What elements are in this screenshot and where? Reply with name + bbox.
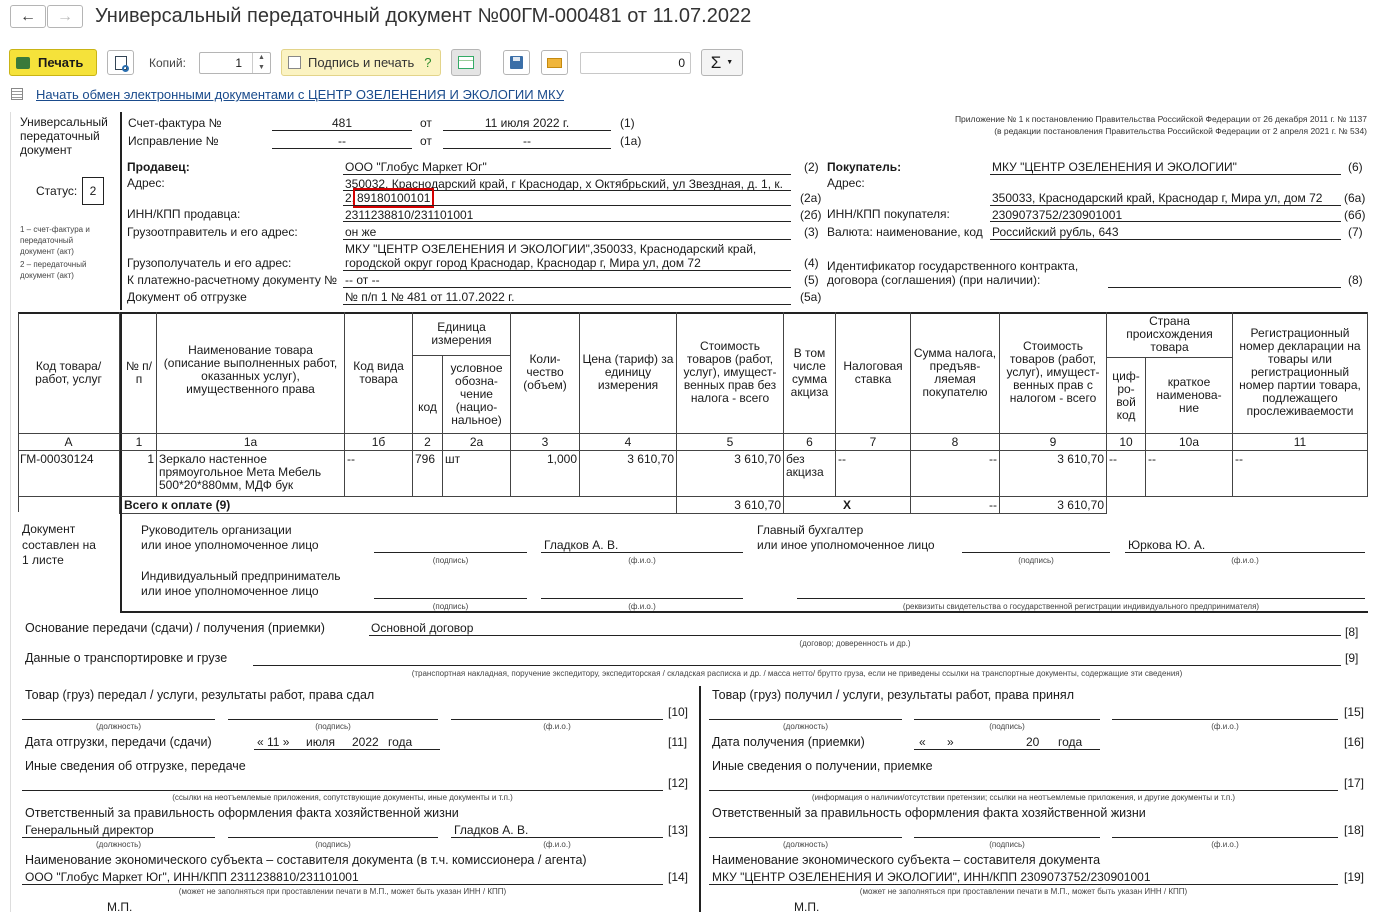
seller-addr-line2a: 2, — [345, 191, 356, 205]
col-id-5: 5 — [677, 434, 784, 451]
mp-right: М.П. — [794, 900, 820, 914]
table-row-code: ГМ-00030124 — [18, 451, 120, 497]
currency-label: Валюта: наименование, код — [827, 225, 983, 239]
sign-bottom — [120, 611, 1368, 613]
invoice-from-label: от — [420, 116, 432, 130]
col-id-2a: 2а — [443, 434, 511, 451]
copies-label: Копий: — [149, 56, 186, 70]
subj-right-value: МКУ "ЦЕНТР ОЗЕЛЕНЕНИЯ И ЭКОЛОГИИ", ИНН/КПП 2309073752/230901001 — [712, 870, 1151, 884]
save-button[interactable] — [503, 50, 530, 75]
subj-left-cap: (может не заполняться при проставлении печати в М.П., может быть указан ИНН / КПП) — [178, 887, 507, 896]
ship-day: « 11 » — [257, 735, 290, 749]
field-num-b19: [19] — [1344, 870, 1365, 884]
col-id-1a: 1а — [157, 434, 345, 451]
table-row-qty: 1,000 — [511, 451, 580, 497]
invoice-label: Счет-фактура № — [128, 116, 222, 130]
preview-button[interactable] — [107, 50, 134, 75]
ship-year-word: года — [388, 735, 413, 749]
envelope-icon — [547, 58, 562, 68]
contract-label-2: договора (соглашения) (при наличии): — [827, 273, 1041, 287]
edit-mode-button[interactable] — [451, 49, 481, 76]
status-note-5: документ (акт) — [20, 271, 74, 280]
other-recv-label: Иные сведения о получении, приемке — [712, 759, 933, 773]
shipper-label: Грузоотправитель и его адрес: — [127, 225, 298, 239]
currency-value: Российский рубль, 643 — [992, 225, 1119, 239]
table-row-unit-name: шт — [443, 451, 511, 497]
field-num-2b: (2б) — [800, 208, 822, 222]
field-num-b17: [17] — [1344, 776, 1365, 790]
recv-day-close: » — [947, 735, 954, 749]
sign-print-toggle[interactable] — [281, 49, 441, 76]
resp-left-pos: Генеральный директор — [25, 823, 154, 837]
floppy-disk-icon — [510, 56, 523, 69]
col-id-2: 2 — [413, 434, 443, 451]
inn-buyer: 2309073752/230901001 — [992, 208, 1123, 222]
ip-label-1: Индивидуальный предприниматель — [141, 569, 341, 583]
table-row-kind: -- — [345, 451, 413, 497]
recv-year: 20 — [1026, 735, 1040, 749]
arrow-right-icon: → — [57, 7, 73, 25]
field-num-b16: [16] — [1344, 735, 1365, 749]
col-id-11: 11 — [1233, 434, 1368, 451]
col-id-a: А — [18, 434, 120, 451]
field-num-5a: (5а) — [800, 290, 822, 304]
appendix-note-1: Приложение № 1 к постановлению Правительства Российской Федерации от 26 декабря 2011 г. № 1137 — [954, 114, 1367, 124]
field-num-b14: [14] — [668, 870, 689, 884]
field-num-6: (6) — [1348, 160, 1363, 174]
print-label: Печать — [38, 55, 84, 70]
th-price: Цена (тариф) за единицу измерения — [580, 312, 677, 434]
doc-made-2: составлен на — [22, 538, 96, 552]
resp-right-label: Ответственный за правильность оформления факта хозяйственной жизни — [712, 806, 1146, 820]
field-num-8: (8) — [1348, 273, 1363, 287]
sign-print-label: Подпись и печать — [308, 55, 415, 70]
recv-day-open: « — [919, 735, 926, 749]
preview-icon — [115, 56, 127, 70]
ship-month: июля — [306, 735, 335, 749]
correction-from-label: от — [420, 134, 432, 148]
resp-left-label: Ответственный за правильность оформления факта хозяйственной жизни — [25, 806, 459, 820]
th-name: Наименование товара (описание выполненных работ, оказанных услуг), имущественного права — [157, 312, 345, 434]
th-qty: Коли- чество (объем) — [511, 312, 580, 434]
th-unit-code: код — [413, 356, 443, 434]
consignee-line1: МКУ "ЦЕНТР ОЗЕЛЕНЕНИЯ И ЭКОЛОГИИ",350033, Краснодарский край, — [345, 242, 757, 256]
th-kind: Код вида товара — [345, 312, 413, 434]
buyer-label: Покупатель: — [827, 160, 902, 174]
table-row-declaration: -- — [1233, 451, 1368, 497]
acc-name: Юркова Ю. А. — [1128, 538, 1206, 552]
subj-right-label: Наименование экономического субъекта – составителя документа — [712, 853, 1101, 867]
col-id-10: 10 — [1107, 434, 1146, 451]
gave-sign-cap: (подпись) — [315, 722, 351, 731]
got-pos-cap: (должность) — [783, 722, 828, 731]
acc-sign-cap: (подпись) — [1018, 556, 1054, 565]
th-unit-name: условное обозна- чение (нацио- нальное) — [443, 356, 511, 434]
seller-addr-label: Адрес: — [127, 176, 165, 190]
doc-left-border — [10, 112, 11, 912]
seller-label: Продавец: — [127, 160, 190, 174]
edit-table-icon — [458, 56, 474, 69]
buyer-name: МКУ "ЦЕНТР ОЗЕЛЕНЕНИЯ И ЭКОЛОГИИ" — [992, 160, 1237, 174]
got-sign-cap: (подпись) — [989, 722, 1025, 731]
resp-left-sign-cap: (подпись) — [315, 840, 351, 849]
total-empty-code — [18, 497, 120, 514]
contract-label-1: Идентификатор государственного контракта, — [827, 259, 1079, 273]
ship-year: 2022 — [352, 735, 379, 749]
back-button[interactable] — [10, 5, 46, 28]
field-num-b15: [15] — [1344, 705, 1365, 719]
correction-number: -- — [338, 134, 346, 148]
copies-stepper[interactable]: ▲ ▼ — [252, 53, 270, 73]
field-num-7: (7) — [1348, 225, 1363, 239]
sum-function-button[interactable] — [701, 49, 743, 76]
invoice-number: 481 — [331, 116, 353, 130]
ip-sign-cap: (подпись) — [432, 602, 469, 611]
col-id-4: 4 — [580, 434, 677, 451]
status-label: Статус: — [36, 184, 78, 198]
print-button[interactable] — [9, 49, 97, 76]
total-x: Х — [784, 497, 911, 514]
other-recv-cap: (информация о наличии/отсутствии претензии; ссылки на неотъемлемые приложения, и другие документы и т.п.) — [811, 793, 1236, 802]
basis-label: Основание передачи (сдачи) / получения (приемки) — [25, 621, 325, 635]
got-fio-cap: (ф.и.о.) — [1211, 722, 1239, 731]
status-note-4: 2 – передаточный — [20, 260, 87, 269]
subj-left-value: ООО "Глобус Маркет Юг", ИНН/КПП 2311238810/231101001 — [25, 870, 359, 884]
forward-button[interactable] — [47, 5, 83, 28]
head-fio-cap: (ф.и.о.) — [628, 556, 656, 565]
basis-value: Основной договор — [371, 621, 474, 635]
basis-cap: (договор; доверенность и др.) — [799, 639, 911, 648]
resp-right-pos-cap: (должность) — [783, 840, 828, 849]
th-declaration: Регистрационный номер декларации на товары или регистрационный номер партии товара, подлежащего прослеживаемости — [1233, 312, 1368, 434]
gave-label: Товар (груз) передал / услуги, результаты работ, права сдал — [25, 688, 375, 702]
buyer-addr: 350033, Краснодарский край, Краснодар г, Мира ул, дом 72 — [992, 191, 1323, 205]
total-with-tax: 3 610,70 — [1000, 497, 1107, 514]
gave-fio-cap: (ф.и.о.) — [543, 722, 571, 731]
th-code: Код товара/ работ, услуг — [18, 312, 120, 434]
resp-left-name: Гладков А. В. — [454, 823, 529, 837]
seller-name: ООО "Глобус Маркет Юг" — [345, 160, 487, 174]
transfer-divider — [699, 686, 701, 912]
transport-label: Данные о транспортировке и грузе — [25, 651, 228, 665]
correction-date: -- — [523, 134, 531, 148]
recv-year-word: года — [1058, 735, 1083, 749]
table-row-num: 1 — [120, 451, 157, 497]
sign-divider — [120, 513, 122, 612]
sign-print-checkbox[interactable] — [288, 56, 301, 69]
resp-left-pos-cap: (должность) — [96, 840, 141, 849]
table-row-excise: без акциза — [784, 451, 836, 497]
head-label-1: Руководитель организации — [141, 523, 292, 537]
field-num-3: (3) — [804, 225, 819, 239]
ship-date-label: Дата отгрузки, передачи (сдачи) — [25, 735, 212, 749]
transport-cap: (транспортная накладная, поручение экспедитору, экспедиторская / складская расписка и др. / масса нетто/ брутто груза, если не приведены ссылки на транспортные документы, содержащие эти сведения) — [411, 669, 1183, 678]
field-num-b12: [12] — [668, 776, 689, 790]
status-note-1: 1 – счет-фактура и — [20, 225, 90, 234]
col-id-7: 7 — [836, 434, 911, 451]
doc-type-label-1: Универсальный — [20, 115, 108, 129]
field-num-2a: (2а) — [800, 191, 822, 205]
field-num-b18: [18] — [1344, 823, 1365, 837]
edo-exchange-link[interactable]: Начать обмен электронными документами с ЦЕНТР ОЗЕЛЕНЕНИЯ И ЭКОЛОГИИ МКУ — [36, 87, 564, 102]
table-row-tax-sum: -- — [911, 451, 1000, 497]
field-num-b9: [9] — [1345, 651, 1359, 665]
ip-req-cap: (реквизиты свидетельства о государственной регистрации индивидуального предпринимателя) — [902, 602, 1260, 611]
ip-label-2: или иное уполномоченное лицо — [141, 584, 319, 598]
header-divider — [120, 112, 122, 310]
head-name: Гладков А. В. — [544, 538, 619, 552]
inn-seller: 2311238810/231101001 — [345, 208, 474, 222]
field-num-5: (5) — [804, 273, 819, 287]
subj-right-cap: (может не заполняться при проставлении печати в М.П., может быть указан ИНН / КПП) — [859, 887, 1188, 896]
correction-label: Исправление № — [128, 134, 219, 148]
copies-input[interactable] — [199, 52, 271, 74]
shipdoc-value: № п/п 1 № 481 от 11.07.2022 г. — [345, 290, 515, 304]
other-ship-label: Иные сведения об отгрузке, передаче — [25, 759, 246, 773]
got-label: Товар (груз) получил / услуги, результаты работ, права принял — [712, 688, 1074, 702]
th-num: № п/п — [120, 312, 157, 434]
help-icon[interactable]: ? — [424, 55, 432, 70]
status-note-2: передаточный — [20, 236, 74, 245]
resp-left-fio-cap: (ф.и.о.) — [543, 840, 571, 849]
inn-seller-label: ИНН/КПП продавца: — [127, 207, 241, 221]
th-cost-with-tax: Стоимость товаров (работ, услуг), имущест- венных прав с налогом - всего — [1000, 312, 1107, 434]
total-no-tax: 3 610,70 — [677, 497, 784, 514]
acc-label-2: или иное уполномоченное лицо — [757, 538, 935, 552]
table-row-country-code: -- — [1107, 451, 1146, 497]
field-num-b8: [8] — [1345, 625, 1359, 639]
resp-right-fio-cap: (ф.и.о.) — [1211, 840, 1239, 849]
status-note-3: документ (акт) — [20, 247, 74, 256]
arrow-left-icon: ← — [20, 7, 36, 25]
sum-field[interactable] — [580, 52, 691, 74]
sigma-icon: Σ — [710, 52, 722, 72]
sum-value: 0 — [678, 56, 685, 70]
acc-fio-cap: (ф.и.о.) — [1231, 556, 1259, 565]
head-sign-cap: (подпись) — [432, 556, 469, 565]
field-num-1: (1) — [620, 116, 635, 130]
th-unit: Единица измерения — [413, 312, 511, 356]
payment-label: К платежно-расчетному документу № — [127, 273, 338, 287]
doc-made-1: Документ — [22, 522, 76, 536]
th-country: Страна происхождения товара — [1107, 312, 1233, 358]
col-id-1: 1 — [120, 434, 157, 451]
copies-value: 1 — [235, 56, 242, 70]
table-row-country-name: -- — [1146, 451, 1233, 497]
col-id-9: 9 — [1000, 434, 1107, 451]
table-row-unit-code: 796 — [413, 451, 443, 497]
consignee-line2: городской округ город Краснодар, Краснодар г, Мира ул, дом 72 — [345, 256, 701, 270]
doc-type-label-2: передаточный — [20, 129, 100, 143]
table-row-cost-no-tax: 3 610,70 — [677, 451, 784, 497]
seller-addr-highlight: 89180100101 — [353, 188, 434, 208]
invoice-date: 11 июля 2022 г. — [484, 116, 570, 130]
inn-buyer-label: ИНН/КПП покупателя: — [827, 207, 950, 221]
ip-fio-cap: (ф.и.о.) — [628, 602, 656, 611]
total-tax: -- — [911, 497, 1000, 514]
col-id-8: 8 — [911, 434, 1000, 451]
table-row-cost-with-tax: 3 610,70 — [1000, 451, 1107, 497]
col-id-10a: 10а — [1146, 434, 1233, 451]
gave-pos-cap: (должность) — [96, 722, 141, 731]
chevron-down-icon: ▼ — [726, 59, 734, 66]
col-id-6: 6 — [784, 434, 836, 451]
payment-value: -- от -- — [345, 273, 380, 287]
field-num-b11: [11] — [668, 735, 688, 749]
th-country-name: краткое наименова- ние — [1146, 358, 1233, 434]
col-id-1b: 1б — [345, 434, 413, 451]
subj-left-label: Наименование экономического субъекта – составителя документа (в т.ч. комиссионера / агента) — [25, 853, 587, 867]
mp-left: М.П. — [107, 900, 133, 914]
recv-date-label: Дата получения (приемки) — [712, 735, 865, 749]
appendix-note-2: (в редакции постановления Правительства Российской Федерации от 2 апреля 2021 г. № 534) — [994, 126, 1367, 136]
window-title: Универсальный передаточный документ №00ГМ-000481 от 11.07.2022 — [95, 5, 752, 27]
field-num-b10: [10] — [668, 705, 689, 719]
col-id-3: 3 — [511, 434, 580, 451]
acc-label-1: Главный бухгалтер — [757, 523, 864, 537]
field-num-4: (4) — [804, 256, 819, 270]
edo-icon — [11, 88, 23, 100]
field-num-2: (2) — [804, 160, 819, 174]
printer-icon — [16, 57, 30, 69]
shipdoc-label: Документ об отгрузке — [127, 290, 247, 304]
table-row-tax-rate: -- — [836, 451, 911, 497]
buyer-addr-label: Адрес: — [827, 176, 865, 190]
shipper-value: он же — [345, 225, 377, 239]
total-label: Всего к оплате (9) — [120, 497, 677, 514]
doc-type-label-3: документ — [20, 143, 72, 157]
resp-right-sign-cap: (подпись) — [989, 840, 1025, 849]
table-row-price: 3 610,70 — [580, 451, 677, 497]
th-cost-no-tax: Стоимость товаров (работ, услуг), имущест- венных прав без налога - всего — [677, 312, 784, 434]
field-num-b13: [13] — [668, 823, 689, 837]
th-country-code: циф- ро- вой код — [1107, 358, 1146, 434]
field-num-1a: (1а) — [620, 134, 642, 148]
field-num-6b: (6б) — [1344, 208, 1366, 222]
th-tax-sum: Сумма налога, предъяв- ляемая покупателю — [911, 312, 1000, 434]
status-box: 2 — [82, 177, 104, 205]
other-ship-cap: (ссылки на неотъемлемые приложения, сопутствующие документы, иные документы и т.п.) — [172, 793, 513, 802]
seller-addr-line1: 350032, Краснодарский край, г Краснодар, х Октябрьский, ул Звездная, д. 1, к. — [345, 177, 783, 191]
th-tax-rate: Налоговая ставка — [836, 312, 911, 434]
head-label-2: или иное уполномоченное лицо — [141, 538, 319, 552]
send-email-button[interactable] — [541, 50, 568, 75]
consignee-label: Грузополучатель и его адрес: — [127, 256, 292, 270]
th-excise: В том числе сумма акциза — [784, 312, 836, 434]
doc-made-3: 1 листе — [22, 553, 64, 567]
table-row-name: Зеркало настенное прямоугольное Мета Мебель 500*20*880мм, МДФ бук — [157, 451, 345, 497]
field-num-6a: (6а) — [1344, 191, 1366, 205]
